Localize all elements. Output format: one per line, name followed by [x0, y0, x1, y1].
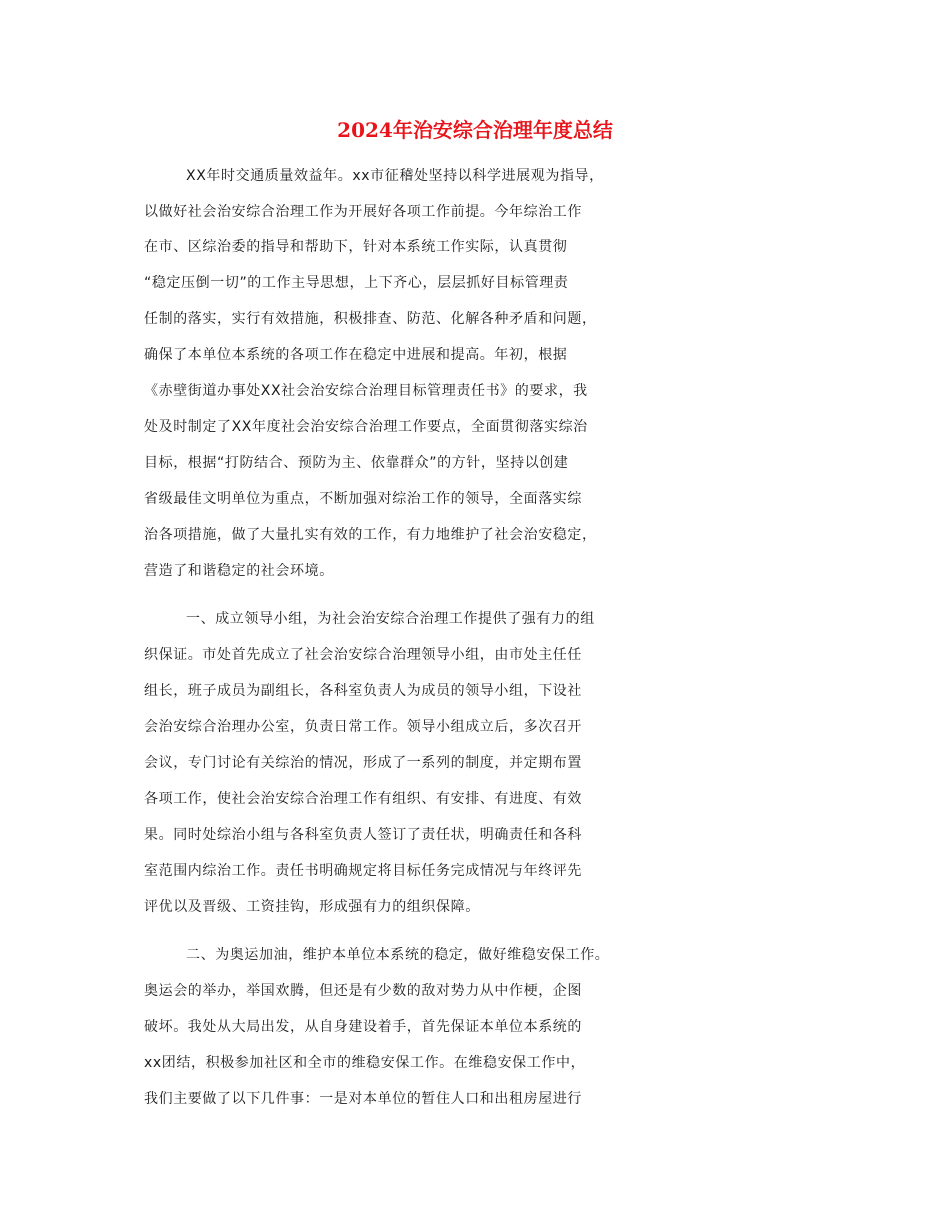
text-line: 奥运会的举办，举国欢腾，但还是有少数的敌对势力从中作梗，企图	[144, 983, 582, 999]
text-line: xx团结，积极参加社区和全市的维稳安保工作。在维稳安保工作中，	[144, 1055, 586, 1071]
text-line: 任制的落实，实行有效措施，积极排查、防范、化解各种矛盾和问题，	[144, 311, 597, 327]
text-line: 处及时制定了XX年度社会治安综合治理工作要点，全面贯彻落实综治	[144, 419, 588, 435]
text-line: XX年时交通质量效益年。xx市征稽处坚持以科学进展观为指导，	[186, 168, 604, 184]
text-line: 会治安综合治理办公室，负责日常工作。领导小组成立后，多次召开	[144, 719, 582, 735]
text-line: 织保证。市处首先成立了社会治安综合治理领导小组，由市处主任任	[144, 647, 582, 663]
text-line: 会议，专门讨论有关综治的情况，形成了一系列的制度，并定期布置	[144, 755, 582, 771]
text-line: 在市、区综治委的指导和帮助下，针对本系统工作实际，认真贯彻	[144, 239, 568, 255]
text-line: 确保了本单位本系统的各项工作在稳定中进展和提高。年初，根据	[144, 347, 568, 363]
text-line: 省级最佳文明单位为重点，不断加强对综治工作的领导，全面落实综	[144, 491, 582, 507]
document-title: 2024年治安综合治理年度总结	[337, 118, 613, 142]
text-line: 营造了和谐稳定的社会环境。	[144, 563, 334, 579]
text-line: 我们主要做了以下几件事：一是对本单位的暂住人口和出租房屋进行	[144, 1091, 582, 1107]
text-line: 评优以及晋级、工资挂钩，形成强有力的组织保障。	[144, 899, 480, 915]
text-line: 目标，根据“打防结合、预防为主、依靠群众”的方针，坚持以创建	[144, 455, 569, 471]
text-line: 《赤壁街道办事处XX社会治安综合治理目标管理责任书》的要求，我	[144, 383, 588, 399]
text-line: 一、成立领导小组，为社会治安综合治理工作提供了强有力的组	[186, 611, 595, 627]
text-line: 以做好社会治安综合治理工作为开展好各项工作前提。今年综治工作	[144, 204, 582, 220]
text-line: 室范围内综治工作。责任书明确规定将目标任务完成情况与年终评先	[144, 863, 582, 879]
text-line: 果。同时处综治小组与各科室负责人签订了责任状，明确责任和各科	[144, 827, 582, 843]
text-line: 各项工作，使社会治安综合治理工作有组织、有安排、有进度、有效	[144, 791, 582, 807]
text-line: “稳定压倒一切”的工作主导思想，上下齐心，层层抓好目标管理责	[144, 275, 569, 291]
text-line: 破坏。我处从大局出发，从自身建设着手，首先保证本单位本系统的	[144, 1019, 582, 1035]
text-line: 组长，班子成员为副组长，各科室负责人为成员的领导小组，下设社	[144, 683, 582, 699]
text-line: 治各项措施，做了大量扎实有效的工作，有力地维护了社会治安稳定，	[144, 527, 597, 543]
text-line: 二、为奥运加油，维护本单位本系统的稳定，做好维稳安保工作。	[186, 947, 610, 963]
